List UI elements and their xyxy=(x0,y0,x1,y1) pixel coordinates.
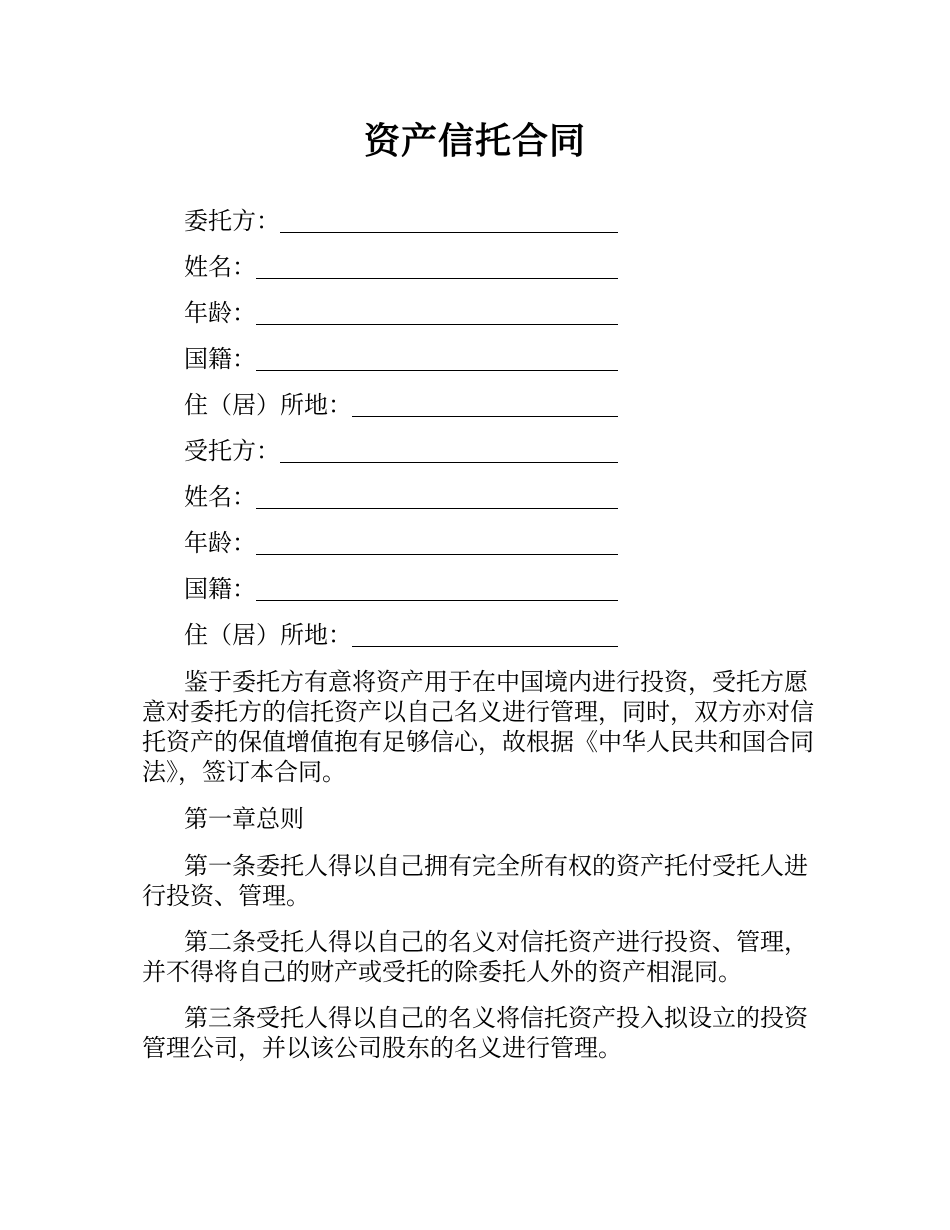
blank-line xyxy=(256,486,618,509)
field-trustee-nationality xyxy=(184,572,618,604)
blank-line xyxy=(352,624,618,647)
field-entrusting-party xyxy=(184,204,618,236)
field-entrusting-nationality xyxy=(184,342,618,374)
field-label: 委托方： xyxy=(184,207,280,235)
blank-line xyxy=(352,394,618,417)
field-trustee-age xyxy=(184,526,618,558)
article-1-paragraph: 第一条委托人得以自己拥有完全所有权的资产托付受托人进行投资、管理。 xyxy=(142,852,808,910)
field-label: 姓名： xyxy=(184,483,256,511)
article-2-paragraph: 第二条受托人得以自己的名义对信托资产进行投资、管理，并不得将自己的财产或受托的除委托人外的资产相混同。 xyxy=(142,928,808,986)
blank-line xyxy=(256,348,618,371)
preamble-paragraph: 鉴于委托方有意将资产用于在中国境内进行投资，受托方愿意对委托方的信托资产以自己名义进行管理，同时，双方亦对信托资产的保值增值抱有足够信心，故根据《中华人民共和国合同法》，签订本合同。 xyxy=(142,668,814,786)
blank-line xyxy=(256,256,618,279)
field-entrusting-name xyxy=(184,250,618,282)
field-label: 住（居）所地： xyxy=(184,621,352,649)
field-trustee-party xyxy=(184,434,618,466)
document-title: 资产信托合同 xyxy=(363,121,586,162)
field-entrusting-address xyxy=(184,388,618,420)
field-label: 受托方： xyxy=(184,437,280,465)
blank-line xyxy=(280,210,618,233)
field-trustee-address xyxy=(184,618,618,650)
field-label: 住（居）所地： xyxy=(184,391,352,419)
field-label: 年龄： xyxy=(184,529,256,557)
article-3-paragraph: 第三条受托人得以自己的名义将信托资产投入拟设立的投资管理公司，并以该公司股东的名义进行管理。 xyxy=(142,1004,808,1062)
blank-line xyxy=(256,532,618,555)
chapter-heading: 第一章总则 xyxy=(184,805,304,833)
field-entrusting-age xyxy=(184,296,618,328)
blank-line xyxy=(280,440,618,463)
blank-line xyxy=(256,578,618,601)
field-label: 年龄： xyxy=(184,299,256,327)
field-trustee-name xyxy=(184,480,618,512)
field-label: 国籍： xyxy=(184,575,256,603)
blank-line xyxy=(256,302,618,325)
field-label: 国籍： xyxy=(184,345,256,373)
field-label: 姓名： xyxy=(184,253,256,281)
